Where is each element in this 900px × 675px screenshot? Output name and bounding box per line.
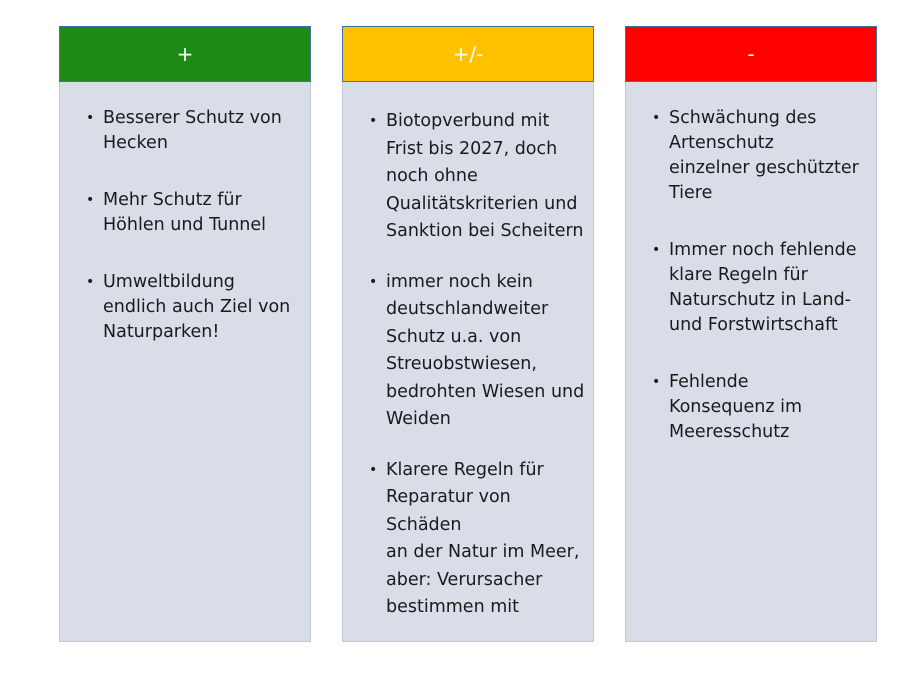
bullet-icon: • bbox=[652, 242, 661, 258]
list-item: • Biotopverbund mit Frist bis 2027, doch noch ohne Qualitätskriterien und Sanktion bei Scheitern bbox=[343, 108, 593, 246]
column-positive-header: + bbox=[59, 26, 311, 82]
list-item: • Mehr Schutz für Höhlen und Tunnel bbox=[86, 190, 267, 235]
bullet-icon: • bbox=[369, 113, 378, 129]
list-item: • Klarere Regeln für Reparatur von Schäden an der Natur im Meer, aber: Verursacher bestimmen mit bbox=[343, 457, 593, 622]
column-mixed-list bbox=[343, 82, 593, 622]
bullet-icon: • bbox=[369, 461, 378, 478]
bullet-icon: • bbox=[652, 110, 661, 126]
list-item: • Immer noch fehlende klare Regeln für Naturschutz in Land- und Forstwirtschaft bbox=[652, 240, 857, 335]
bullet-icon: • bbox=[86, 274, 95, 290]
list-item: • Fehlende Konsequenz im Meeresschutz bbox=[652, 372, 803, 442]
column-positive bbox=[59, 26, 311, 642]
column-negative-header: - bbox=[625, 26, 877, 82]
bullet-icon: • bbox=[652, 374, 661, 390]
list-item: • Umweltbildung endlich auch Ziel von Naturparken! bbox=[86, 272, 291, 342]
column-negative bbox=[625, 26, 877, 642]
bullet-icon: • bbox=[86, 110, 95, 126]
column-mixed-header: +/- bbox=[342, 26, 594, 82]
list-item: • immer noch kein deutschlandweiter Schutz u.a. von Streuobstwiesen, bedrohten Wiesen und Weiden bbox=[343, 269, 593, 434]
bullet-icon: • bbox=[86, 192, 95, 208]
list-item: • Schwächung des Artenschutz einzelner geschützter Tiere bbox=[652, 108, 859, 203]
column-negative-list bbox=[626, 82, 876, 445]
column-positive-list bbox=[60, 82, 310, 345]
bullet-icon: • bbox=[369, 273, 378, 290]
column-mixed bbox=[342, 26, 594, 642]
list-item: • Besserer Schutz von Hecken bbox=[86, 108, 282, 153]
